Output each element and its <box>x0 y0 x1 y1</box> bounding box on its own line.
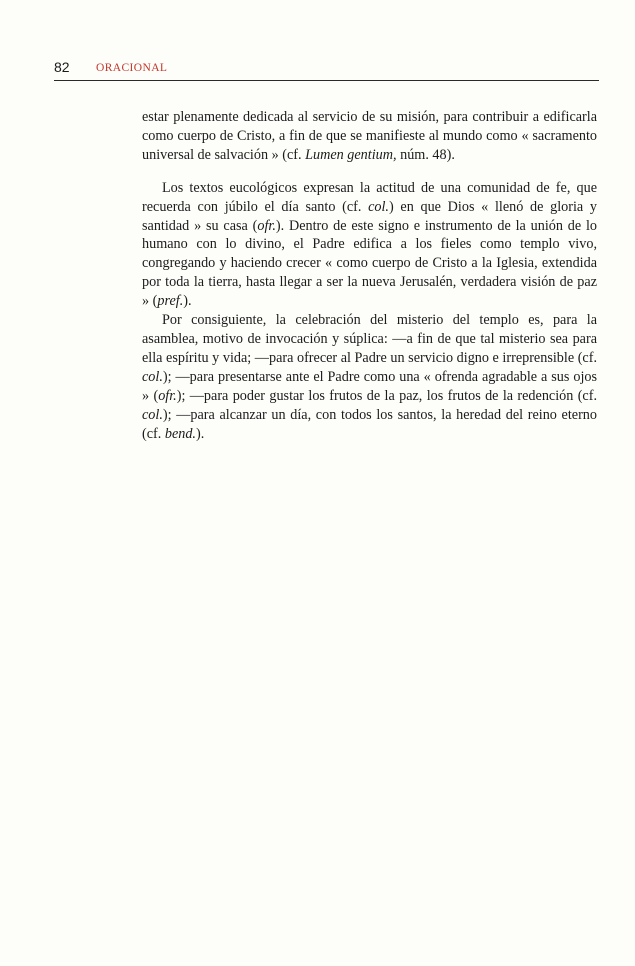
text-segment: ). Dentro de este signo e instrumento de la unión de lo humano con lo divino, el Padre edifica a los fieles como templo vivo, congregando y haciendo crecer « como cuerpo de Cristo a la Iglesia, extendida por toda la tierra, hasta llegar a ser la nueva Jerusalén, verdadera visión de paz » ( <box>142 217 597 310</box>
abbrev-col: col. <box>368 198 389 215</box>
text-segment: ); —para alcanzar un día, con todos los santos, la heredad del reino eterno (cf. <box>142 406 597 442</box>
paragraph-3 <box>142 311 597 443</box>
paragraph-1 <box>142 108 597 165</box>
abbrev-ofr: ofr. <box>257 217 276 234</box>
abbrev-col: col. <box>142 368 163 385</box>
abbrev-ofr: ofr. <box>158 387 177 404</box>
body-text <box>142 108 597 443</box>
abbrev-bend: bend. <box>164 425 196 442</box>
text-segment: ); —para poder gustar los frutos de la paz, los frutos de la redención (cf. <box>176 387 597 404</box>
text-segment: ). <box>183 293 192 310</box>
paragraph-2 <box>142 179 597 311</box>
section-title: ORACIONAL <box>96 62 168 74</box>
text-segment: ); —para presentarse ante el Padre como una « ofrenda agradable a sus ojos » ( <box>142 368 597 404</box>
text-segment: ). <box>195 425 205 442</box>
text-segment: estar plenamente dedicada al servicio de su misión, para contribuir a edificarla como cuerpo de Cristo, a fin de que se manifieste al mundo como « sacramento universal de salvación » (cf. <box>142 109 597 163</box>
abbrev-pref: pref. <box>157 293 184 310</box>
page-number: 82 <box>54 59 70 75</box>
citation-lumen-gentium: Lumen gentium, <box>305 146 397 163</box>
text-segment: núm. 48). <box>396 146 455 163</box>
text-segment: Los textos eucológicos expresan la actitud de una comunidad de fe, que recuerda con júbilo el día santo (cf. <box>142 179 597 215</box>
running-header <box>54 58 599 81</box>
text-segment: ) en que Dios « llenó de gloria y santidad » su casa ( <box>142 198 597 234</box>
abbrev-col: col. <box>142 406 163 423</box>
text-segment: Por consiguiente, la celebración del misterio del templo es, para la asamblea, motivo de invocación y súplica: —a fin de que tal misterio sea para ella espíritu y vida; —para ofrecer al Padre un servicio digno e irreprensible (cf. <box>142 312 597 366</box>
